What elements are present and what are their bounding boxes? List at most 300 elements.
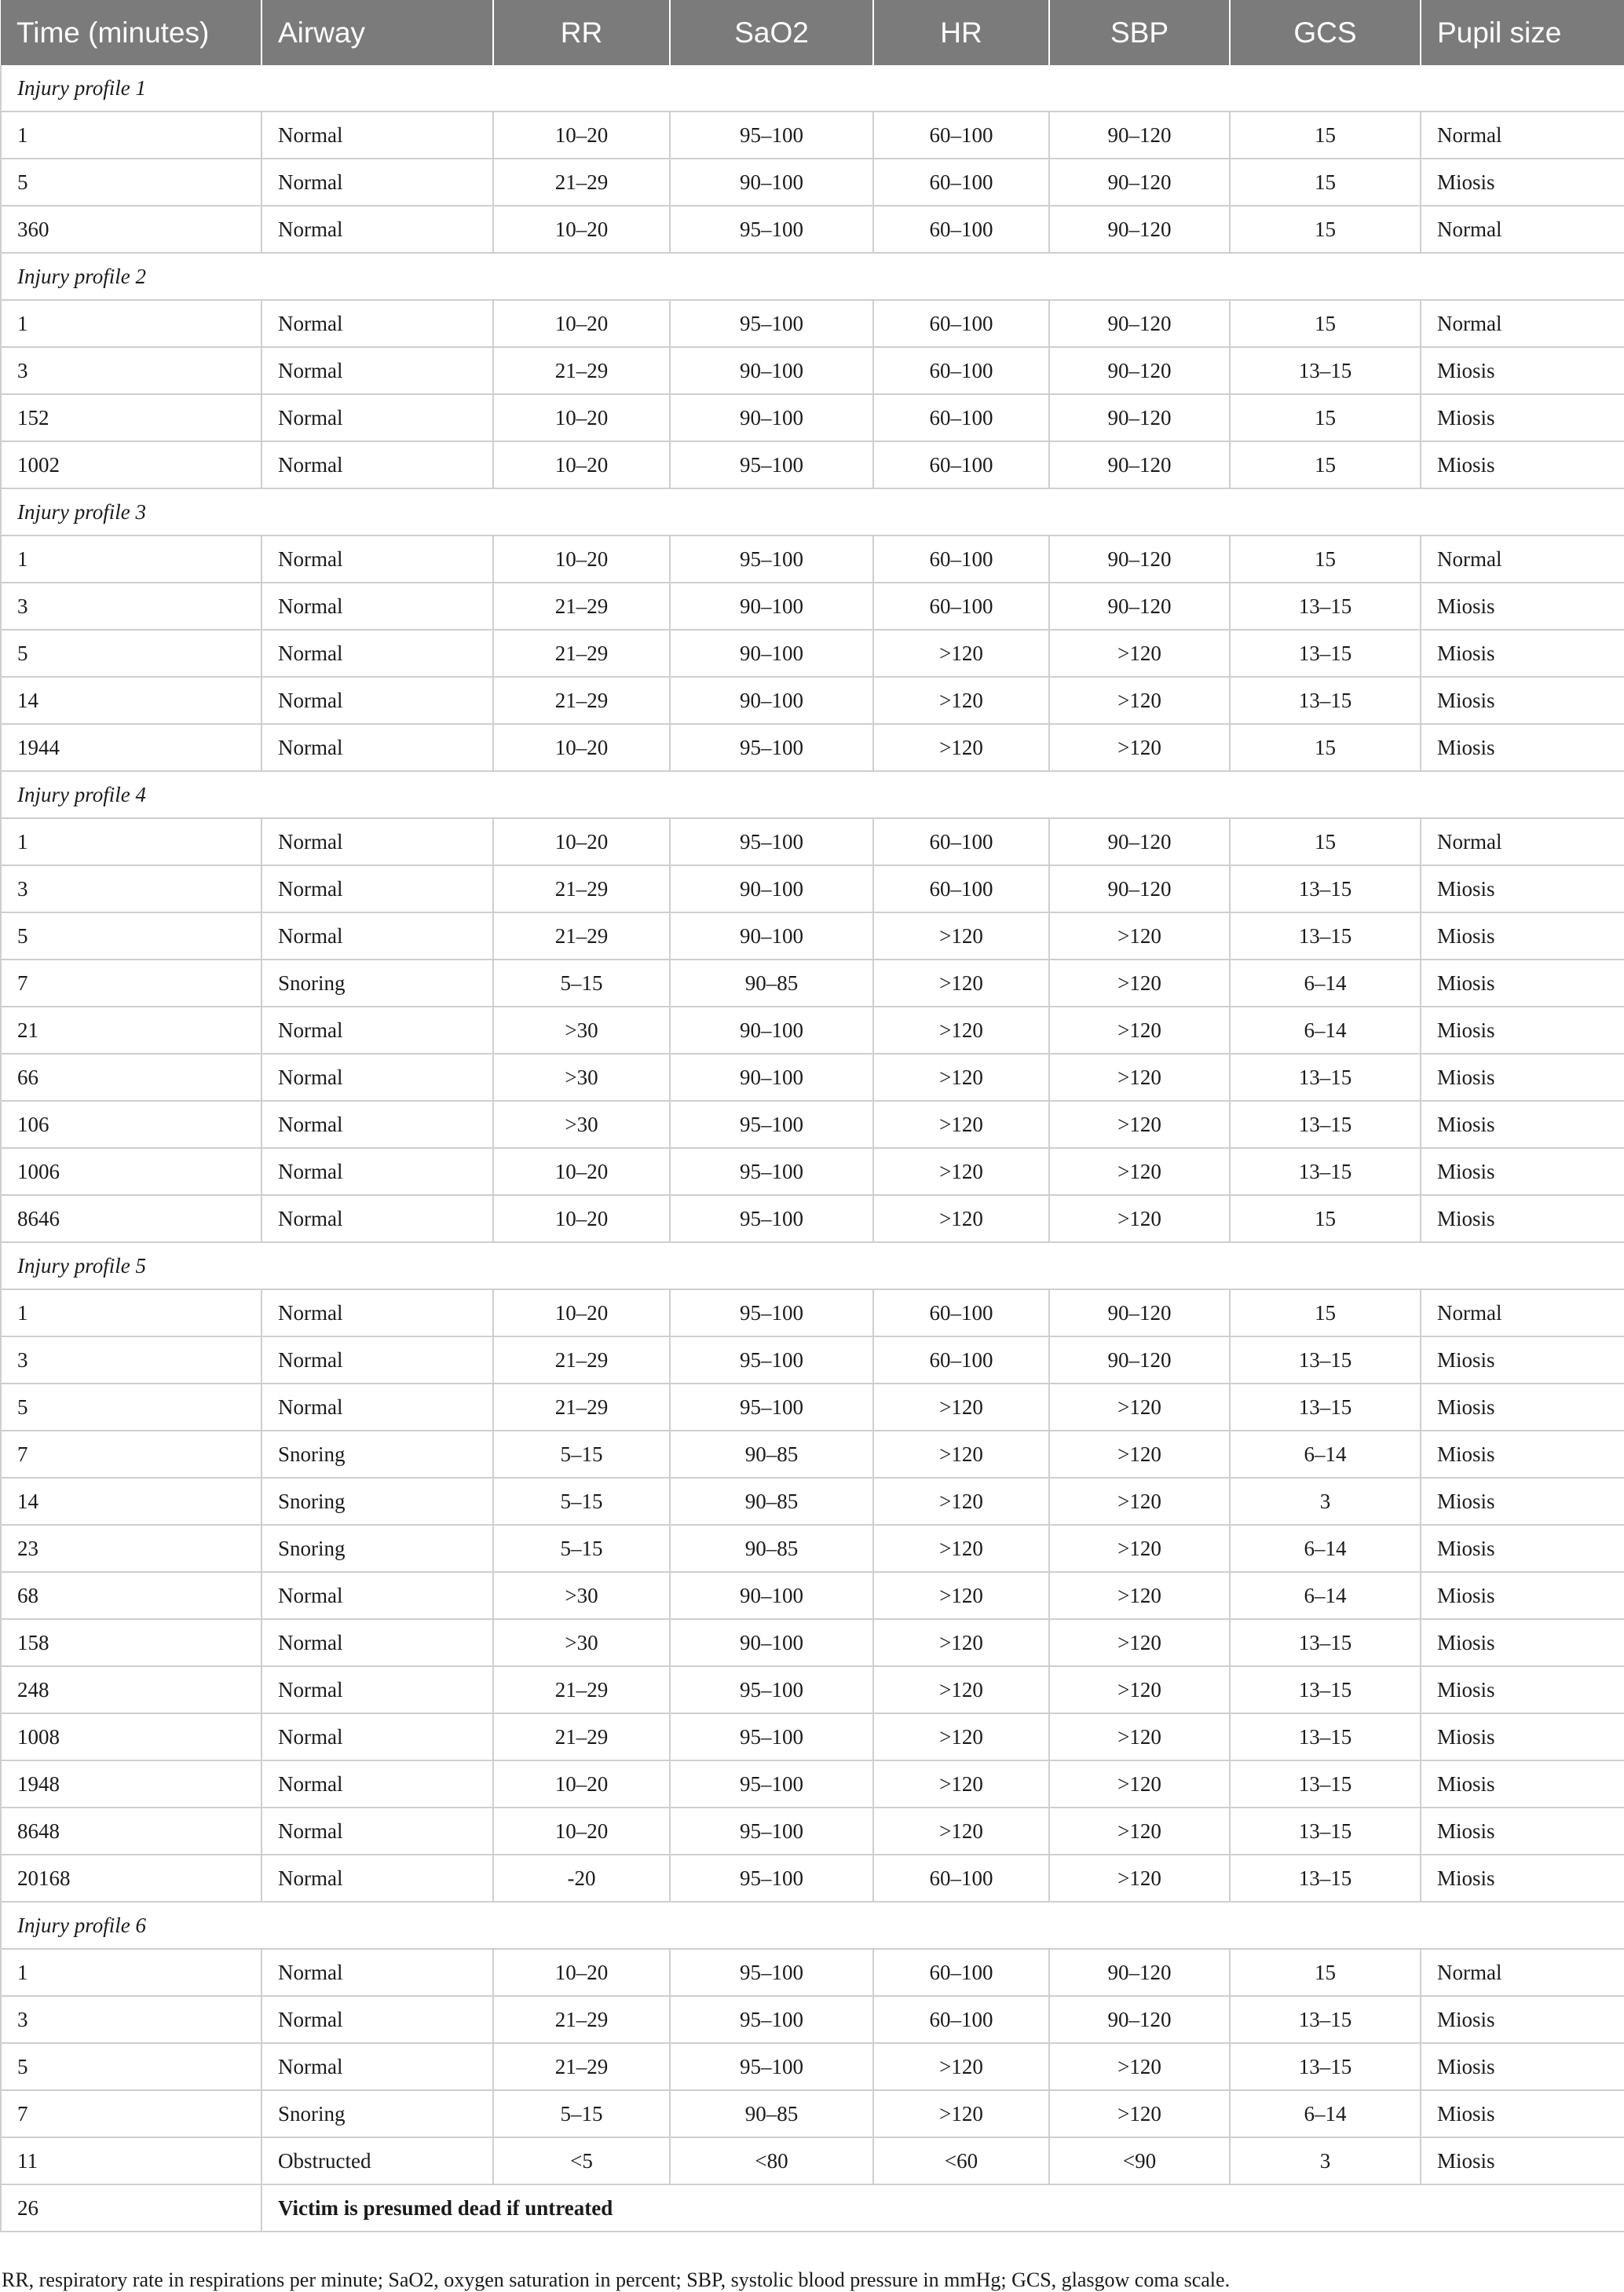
cell-airway: Snoring — [262, 1431, 493, 1478]
table-row — [1, 347, 1624, 394]
cell-gcs: 6–14 — [1230, 1007, 1421, 1054]
table-row — [1, 1855, 1624, 1902]
cell-airway: Normal — [262, 583, 493, 630]
cell-hr: >120 — [873, 1195, 1049, 1242]
group-title: Injury profile 2 — [1, 253, 1624, 300]
cell-hr: >120 — [873, 960, 1049, 1007]
cell-sbp: 90–120 — [1049, 1949, 1230, 1996]
cell-sao2: 90–85 — [670, 1431, 873, 1478]
cell-sao2: 90–100 — [670, 677, 873, 724]
cell-time: 66 — [1, 1054, 262, 1101]
cell-gcs: 13–15 — [1230, 2043, 1421, 2090]
cell-time: 8648 — [1, 1808, 262, 1855]
cell-sbp: 90–120 — [1049, 441, 1230, 488]
cell-hr: >120 — [873, 1572, 1049, 1619]
cell-hr: >120 — [873, 1054, 1049, 1101]
header-rr: RR — [493, 0, 670, 65]
cell-time: 1008 — [1, 1713, 262, 1760]
cell-airway: Snoring — [262, 2090, 493, 2137]
outcome-note: Victim is presumed dead if untreated — [262, 2184, 1624, 2232]
table-footnote: RR, respiratory rate in respirations per minute; SaO2, oxygen saturation in percent; SBP, systolic blood pressure in mmHg; GCS, glasgow coma scale. — [2, 2268, 1231, 2291]
cell-airway: Normal — [262, 1949, 493, 1996]
cell-pupil-size: Normal — [1421, 206, 1624, 253]
cell-gcs: 13–15 — [1230, 1666, 1421, 1713]
cell-gcs: 15 — [1230, 441, 1421, 488]
cell-sao2: 90–100 — [670, 630, 873, 677]
cell-airway: Normal — [262, 1101, 493, 1148]
cell-gcs: 15 — [1230, 724, 1421, 771]
cell-sbp: >120 — [1049, 1054, 1230, 1101]
cell-sbp: >120 — [1049, 1760, 1230, 1808]
cell-sao2: 95–100 — [670, 1713, 873, 1760]
cell-rr: 5–15 — [493, 1478, 670, 1525]
cell-hr: 60–100 — [873, 441, 1049, 488]
cell-gcs: 6–14 — [1230, 1525, 1421, 1572]
cell-airway: Normal — [262, 1855, 493, 1902]
cell-sbp: >120 — [1049, 1478, 1230, 1525]
cell-time: 1948 — [1, 1760, 262, 1808]
cell-gcs: 15 — [1230, 818, 1421, 865]
cell-pupil-size: Miosis — [1421, 1336, 1624, 1384]
table-row — [1, 1054, 1624, 1101]
cell-hr: 60–100 — [873, 818, 1049, 865]
cell-pupil-size: Normal — [1421, 536, 1624, 583]
cell-rr: 10–20 — [493, 441, 670, 488]
cell-airway: Normal — [262, 1572, 493, 1619]
cell-hr: >120 — [873, 724, 1049, 771]
cell-rr: 10–20 — [493, 724, 670, 771]
cell-gcs: 13–15 — [1230, 1713, 1421, 1760]
cell-pupil-size: Miosis — [1421, 1384, 1624, 1431]
cell-gcs: 15 — [1230, 394, 1421, 441]
cell-gcs: 13–15 — [1230, 912, 1421, 960]
cell-pupil-size: Miosis — [1421, 960, 1624, 1007]
cell-sao2: 95–100 — [670, 1949, 873, 1996]
cell-pupil-size: Miosis — [1421, 1808, 1624, 1855]
cell-hr: 60–100 — [873, 159, 1049, 206]
cell-rr: 5–15 — [493, 960, 670, 1007]
cell-airway: Normal — [262, 1996, 493, 2043]
cell-airway: Normal — [262, 394, 493, 441]
cell-time: 7 — [1, 2090, 262, 2137]
cell-airway: Normal — [262, 630, 493, 677]
cell-sbp: 90–120 — [1049, 159, 1230, 206]
cell-sbp: >120 — [1049, 1148, 1230, 1195]
cell-sao2: 95–100 — [670, 724, 873, 771]
cell-rr: 10–20 — [493, 1289, 670, 1336]
cell-pupil-size: Miosis — [1421, 1855, 1624, 1902]
group-row — [1, 488, 1624, 536]
cell-rr: 10–20 — [493, 1808, 670, 1855]
cell-time: 1002 — [1, 441, 262, 488]
table-row — [1, 1996, 1624, 2043]
cell-gcs: 15 — [1230, 300, 1421, 347]
cell-airway: Normal — [262, 1054, 493, 1101]
cell-rr: 21–29 — [493, 1713, 670, 1760]
cell-pupil-size: Miosis — [1421, 912, 1624, 960]
cell-hr: <60 — [873, 2137, 1049, 2184]
cell-pupil-size: Miosis — [1421, 2090, 1624, 2137]
cell-time: 360 — [1, 206, 262, 253]
table-row — [1, 2090, 1624, 2137]
cell-hr: 60–100 — [873, 583, 1049, 630]
cell-sao2: 95–100 — [670, 111, 873, 159]
table-row — [1, 1431, 1624, 1478]
cell-rr: 10–20 — [493, 536, 670, 583]
cell-hr: >120 — [873, 630, 1049, 677]
cell-hr: >120 — [873, 2090, 1049, 2137]
cell-pupil-size: Miosis — [1421, 2137, 1624, 2184]
cell-time: 1 — [1, 300, 262, 347]
table-row — [1, 630, 1624, 677]
cell-sao2: 90–100 — [670, 1619, 873, 1666]
cell-gcs: 15 — [1230, 1195, 1421, 1242]
table-row — [1, 818, 1624, 865]
cell-pupil-size: Miosis — [1421, 2043, 1624, 2090]
cell-pupil-size: Miosis — [1421, 1525, 1624, 1572]
cell-sao2: 90–100 — [670, 159, 873, 206]
cell-time: 5 — [1, 159, 262, 206]
cell-rr: 21–29 — [493, 865, 670, 912]
cell-gcs: 13–15 — [1230, 1808, 1421, 1855]
cell-rr: 21–29 — [493, 912, 670, 960]
cell-rr: >30 — [493, 1619, 670, 1666]
cell-sao2: 90–100 — [670, 394, 873, 441]
cell-gcs: 3 — [1230, 1478, 1421, 1525]
cell-time: 248 — [1, 1666, 262, 1713]
table-row — [1, 1336, 1624, 1384]
cell-rr: >30 — [493, 1054, 670, 1101]
cell-sao2: 90–85 — [670, 960, 873, 1007]
cell-time: 7 — [1, 1431, 262, 1478]
cell-time: 7 — [1, 960, 262, 1007]
table-row — [1, 1525, 1624, 1572]
cell-rr: 10–20 — [493, 1949, 670, 1996]
cell-sbp: >120 — [1049, 1855, 1230, 1902]
cell-time: 11 — [1, 2137, 262, 2184]
cell-sbp: 90–120 — [1049, 583, 1230, 630]
table-row-final — [1, 2184, 1624, 2232]
cell-time: 5 — [1, 912, 262, 960]
cell-time: 5 — [1, 1384, 262, 1431]
cell-airway: Normal — [262, 206, 493, 253]
cell-airway: Normal — [262, 1713, 493, 1760]
cell-airway: Normal — [262, 159, 493, 206]
cell-time: 14 — [1, 1478, 262, 1525]
cell-airway: Normal — [262, 1195, 493, 1242]
cell-gcs: 13–15 — [1230, 1336, 1421, 1384]
cell-airway: Snoring — [262, 1478, 493, 1525]
cell-rr: 21–29 — [493, 677, 670, 724]
cell-sao2: 95–100 — [670, 818, 873, 865]
cell-time: 3 — [1, 1996, 262, 2043]
cell-airway: Normal — [262, 1760, 493, 1808]
cell-airway: Normal — [262, 1336, 493, 1384]
cell-airway: Snoring — [262, 960, 493, 1007]
header-sbp: SBP — [1049, 0, 1230, 65]
cell-gcs: 15 — [1230, 159, 1421, 206]
cell-rr: 10–20 — [493, 394, 670, 441]
cell-sao2: 90–85 — [670, 1525, 873, 1572]
cell-pupil-size: Miosis — [1421, 630, 1624, 677]
cell-time: 21 — [1, 1007, 262, 1054]
cell-gcs: 13–15 — [1230, 1855, 1421, 1902]
cell-sbp: 90–120 — [1049, 818, 1230, 865]
cell-airway: Normal — [262, 724, 493, 771]
cell-hr: >120 — [873, 1431, 1049, 1478]
cell-rr: 5–15 — [493, 1525, 670, 1572]
cell-rr: 21–29 — [493, 347, 670, 394]
table-row — [1, 394, 1624, 441]
cell-gcs: 13–15 — [1230, 1619, 1421, 1666]
cell-gcs: 13–15 — [1230, 630, 1421, 677]
cell-rr: 21–29 — [493, 159, 670, 206]
cell-sbp: >120 — [1049, 1431, 1230, 1478]
cell-gcs: 6–14 — [1230, 2090, 1421, 2137]
cell-sao2: 95–100 — [670, 1336, 873, 1384]
cell-rr: 21–29 — [493, 1996, 670, 2043]
cell-pupil-size: Miosis — [1421, 1478, 1624, 1525]
table-row — [1, 1101, 1624, 1148]
cell-sbp: >120 — [1049, 677, 1230, 724]
cell-gcs: 13–15 — [1230, 1760, 1421, 1808]
group-row — [1, 771, 1624, 818]
cell-time: 5 — [1, 2043, 262, 2090]
cell-gcs: 3 — [1230, 2137, 1421, 2184]
cell-sao2: 90–100 — [670, 865, 873, 912]
cell-pupil-size: Normal — [1421, 1289, 1624, 1336]
cell-airway: Normal — [262, 441, 493, 488]
cell-gcs: 13–15 — [1230, 677, 1421, 724]
cell-hr: >120 — [873, 2043, 1049, 2090]
cell-rr: 21–29 — [493, 1384, 670, 1431]
header-row — [1, 0, 1624, 65]
cell-airway: Normal — [262, 1666, 493, 1713]
cell-sao2: 95–100 — [670, 1148, 873, 1195]
cell-pupil-size: Miosis — [1421, 724, 1624, 771]
cell-hr: >120 — [873, 1808, 1049, 1855]
cell-sbp: >120 — [1049, 1713, 1230, 1760]
table-row — [1, 1289, 1624, 1336]
cell-sbp: >120 — [1049, 1808, 1230, 1855]
cell-gcs: 15 — [1230, 111, 1421, 159]
cell-rr: 10–20 — [493, 1195, 670, 1242]
cell-time: 1944 — [1, 724, 262, 771]
header-hr: HR — [873, 0, 1049, 65]
cell-time: 68 — [1, 1572, 262, 1619]
table-row — [1, 912, 1624, 960]
cell-pupil-size: Miosis — [1421, 1996, 1624, 2043]
group-row — [1, 253, 1624, 300]
cell-sbp: 90–120 — [1049, 1996, 1230, 2043]
cell-hr: 60–100 — [873, 1289, 1049, 1336]
cell-sbp: >120 — [1049, 2043, 1230, 2090]
cell-gcs: 13–15 — [1230, 1054, 1421, 1101]
cell-time: 20168 — [1, 1855, 262, 1902]
cell-hr: >120 — [873, 1101, 1049, 1148]
cell-gcs: 15 — [1230, 1289, 1421, 1336]
cell-sao2: 90–100 — [670, 583, 873, 630]
cell-sbp: >120 — [1049, 1101, 1230, 1148]
cell-gcs: 13–15 — [1230, 1101, 1421, 1148]
cell-sbp: >120 — [1049, 1572, 1230, 1619]
table-row — [1, 536, 1624, 583]
table-row — [1, 1760, 1624, 1808]
cell-sao2: 95–100 — [670, 1666, 873, 1713]
cell-hr: 60–100 — [873, 1855, 1049, 1902]
cell-pupil-size: Miosis — [1421, 1148, 1624, 1195]
cell-sao2: <80 — [670, 2137, 873, 2184]
cell-rr: 10–20 — [493, 300, 670, 347]
cell-sao2: 90–85 — [670, 1478, 873, 1525]
table-row — [1, 111, 1624, 159]
cell-pupil-size: Miosis — [1421, 159, 1624, 206]
cell-sbp: >120 — [1049, 960, 1230, 1007]
cell-airway: Normal — [262, 300, 493, 347]
cell-pupil-size: Miosis — [1421, 1054, 1624, 1101]
cell-airway: Normal — [262, 1289, 493, 1336]
cell-rr: 21–29 — [493, 583, 670, 630]
cell-rr: <5 — [493, 2137, 670, 2184]
cell-pupil-size: Miosis — [1421, 1195, 1624, 1242]
cell-time: 1 — [1, 536, 262, 583]
cell-sbp: 90–120 — [1049, 865, 1230, 912]
cell-hr: >120 — [873, 1148, 1049, 1195]
cell-sbp: <90 — [1049, 2137, 1230, 2184]
cell-rr: 10–20 — [493, 206, 670, 253]
header-gcs: GCS — [1230, 0, 1421, 65]
cell-sao2: 95–100 — [670, 206, 873, 253]
cell-time: 152 — [1, 394, 262, 441]
cell-sbp: >120 — [1049, 1384, 1230, 1431]
group-row — [1, 1242, 1624, 1289]
cell-sao2: 95–100 — [670, 1289, 873, 1336]
cell-sbp: >120 — [1049, 912, 1230, 960]
cell-pupil-size: Miosis — [1421, 1101, 1624, 1148]
cell-hr: 60–100 — [873, 347, 1049, 394]
cell-gcs: 13–15 — [1230, 865, 1421, 912]
cell-time: 106 — [1, 1101, 262, 1148]
cell-rr: 21–29 — [493, 1666, 670, 1713]
cell-airway: Normal — [262, 818, 493, 865]
cell-sao2: 90–100 — [670, 347, 873, 394]
cell-rr: 10–20 — [493, 1760, 670, 1808]
cell-time: 1 — [1, 1289, 262, 1336]
table-row — [1, 300, 1624, 347]
cell-airway: Normal — [262, 1007, 493, 1054]
cell-hr: 60–100 — [873, 300, 1049, 347]
cell-pupil-size: Normal — [1421, 111, 1624, 159]
cell-pupil-size: Normal — [1421, 300, 1624, 347]
cell-pupil-size: Miosis — [1421, 677, 1624, 724]
cell-hr: >120 — [873, 1619, 1049, 1666]
cell-rr: 10–20 — [493, 818, 670, 865]
cell-airway: Normal — [262, 1619, 493, 1666]
table-row — [1, 1666, 1624, 1713]
group-title: Injury profile 5 — [1, 1242, 1624, 1289]
group-title: Injury profile 3 — [1, 488, 1624, 536]
group-row — [1, 1902, 1624, 1949]
cell-hr: 60–100 — [873, 1949, 1049, 1996]
group-title: Injury profile 6 — [1, 1902, 1624, 1949]
table-row — [1, 1572, 1624, 1619]
cell-hr: >120 — [873, 677, 1049, 724]
cell-airway: Normal — [262, 1148, 493, 1195]
cell-time: 3 — [1, 865, 262, 912]
table-row — [1, 1007, 1624, 1054]
cell-gcs: 13–15 — [1230, 583, 1421, 630]
cell-time: 3 — [1, 583, 262, 630]
group-title: Injury profile 1 — [1, 65, 1624, 111]
cell-hr: >120 — [873, 912, 1049, 960]
cell-rr: 5–15 — [493, 1431, 670, 1478]
cell-sao2: 95–100 — [670, 441, 873, 488]
cell-hr: >120 — [873, 1007, 1049, 1054]
cell-pupil-size: Miosis — [1421, 1713, 1624, 1760]
group-row — [1, 65, 1624, 111]
cell-pupil-size: Miosis — [1421, 1572, 1624, 1619]
cell-gcs: 6–14 — [1230, 960, 1421, 1007]
cell-sao2: 95–100 — [670, 1760, 873, 1808]
table-row — [1, 1148, 1624, 1195]
cell-sbp: 90–120 — [1049, 111, 1230, 159]
cell-sao2: 95–100 — [670, 536, 873, 583]
cell-gcs: 13–15 — [1230, 1996, 1421, 2043]
header-time: Time (minutes) — [1, 0, 262, 65]
cell-rr: 10–20 — [493, 111, 670, 159]
cell-sao2: 95–100 — [670, 1384, 873, 1431]
header-sao2: SaO2 — [670, 0, 873, 65]
cell-sao2: 95–100 — [670, 1808, 873, 1855]
header-pupil-size: Pupil size — [1421, 0, 1624, 65]
cell-time: 158 — [1, 1619, 262, 1666]
cell-sbp: >120 — [1049, 1007, 1230, 1054]
cell-sbp: 90–120 — [1049, 347, 1230, 394]
cell-time: 1 — [1, 111, 262, 159]
table-row — [1, 1384, 1624, 1431]
cell-sbp: >120 — [1049, 1619, 1230, 1666]
cell-sao2: 95–100 — [670, 300, 873, 347]
cell-sbp: 90–120 — [1049, 300, 1230, 347]
cell-sbp: 90–120 — [1049, 206, 1230, 253]
cell-time: 5 — [1, 630, 262, 677]
cell-sao2: 90–100 — [670, 912, 873, 960]
cell-hr: >120 — [873, 1713, 1049, 1760]
cell-time: 1 — [1, 1949, 262, 1996]
cell-gcs: 6–14 — [1230, 1431, 1421, 1478]
cell-pupil-size: Normal — [1421, 1949, 1624, 1996]
cell-hr: >120 — [873, 1760, 1049, 1808]
cell-time: 1 — [1, 818, 262, 865]
cell-sao2: 90–85 — [670, 2090, 873, 2137]
cell-pupil-size: Miosis — [1421, 1431, 1624, 1478]
cell-airway: Normal — [262, 536, 493, 583]
cell-sao2: 95–100 — [670, 1996, 873, 2043]
cell-time: 14 — [1, 677, 262, 724]
cell-gcs: 13–15 — [1230, 1148, 1421, 1195]
cell-sao2: 95–100 — [670, 1101, 873, 1148]
cell-sbp: 90–120 — [1049, 536, 1230, 583]
cell-sbp: >120 — [1049, 724, 1230, 771]
cell-sbp: >120 — [1049, 2090, 1230, 2137]
cell-hr: >120 — [873, 1384, 1049, 1431]
table-header — [1, 0, 1624, 65]
cell-airway: Normal — [262, 912, 493, 960]
cell-pupil-size: Normal — [1421, 818, 1624, 865]
cell-rr: 5–15 — [493, 2090, 670, 2137]
cell-gcs: 15 — [1230, 536, 1421, 583]
cell-sbp: 90–120 — [1049, 1336, 1230, 1384]
